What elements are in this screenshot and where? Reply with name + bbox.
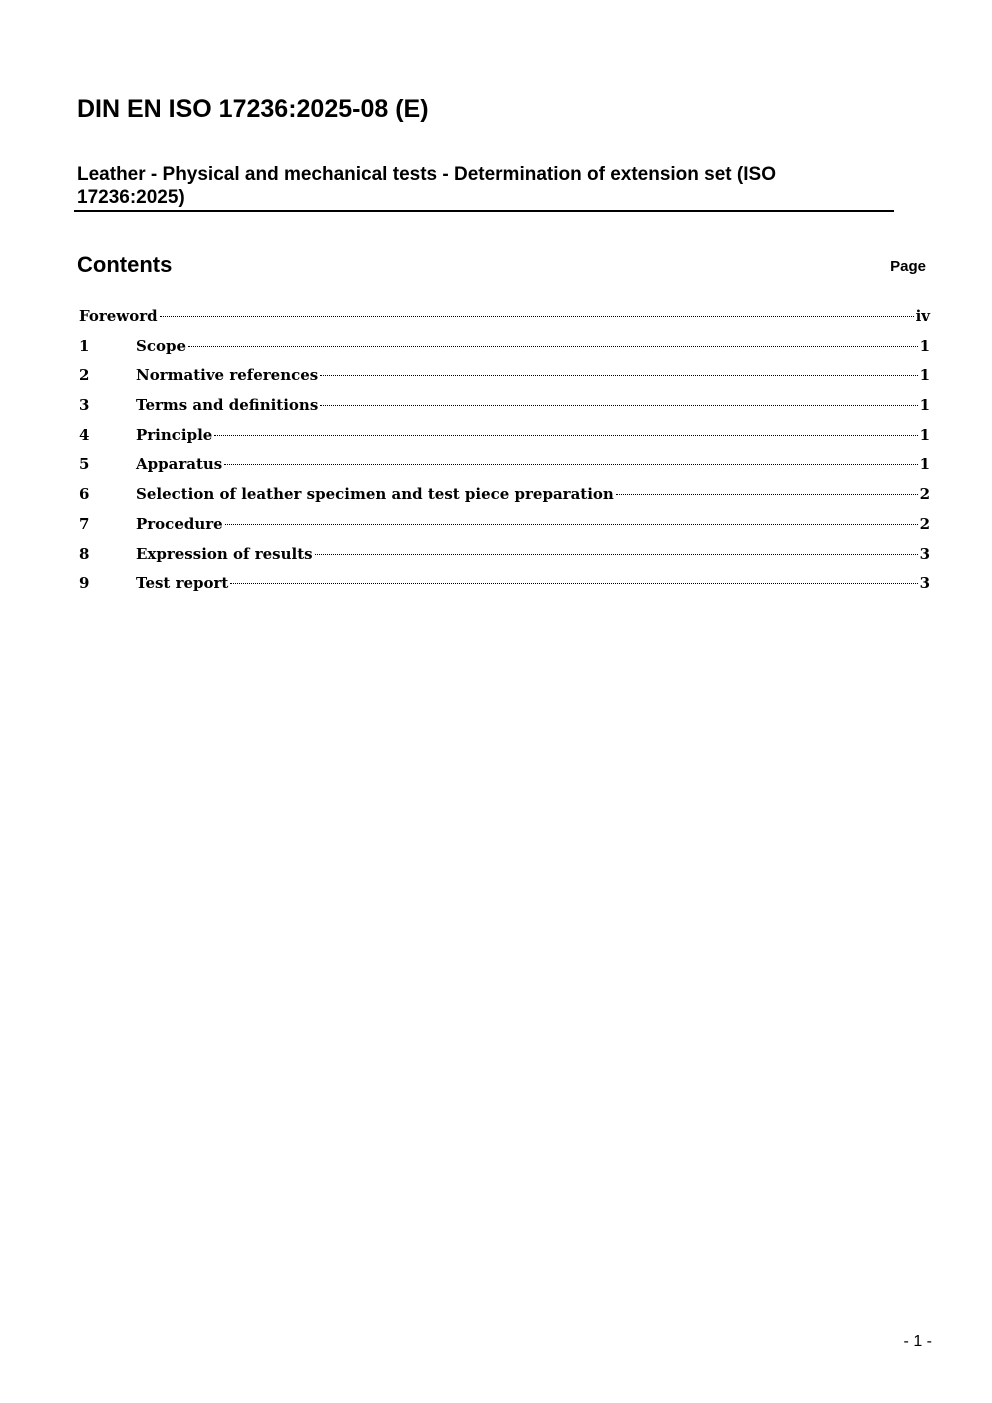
toc-entry-number: 5 bbox=[79, 455, 90, 474]
toc-entry-label: Selection of leather specimen and test piece preparation bbox=[136, 485, 614, 504]
document-title: DIN EN ISO 17236:2025-08 (E) bbox=[77, 95, 429, 123]
toc-entry-page: 3 bbox=[919, 544, 930, 563]
toc-leader-dots bbox=[160, 316, 914, 317]
toc-leader-dots bbox=[320, 375, 917, 376]
toc-entry-number: 7 bbox=[79, 514, 90, 533]
toc-entry-test-report[interactable] bbox=[79, 569, 930, 599]
toc-entry-number: 1 bbox=[79, 336, 90, 355]
toc-leader-dots bbox=[188, 346, 918, 347]
toc-entry-specimen-preparation[interactable] bbox=[79, 480, 930, 510]
toc-entry-label: Scope bbox=[136, 336, 187, 355]
toc-entry-number: 2 bbox=[79, 366, 90, 385]
toc-entry-label: Procedure bbox=[136, 514, 223, 533]
toc-leader-dots bbox=[320, 405, 917, 406]
toc-leader-dots bbox=[315, 554, 918, 555]
contents-heading: Contents bbox=[77, 252, 173, 277]
toc-leader-dots bbox=[230, 583, 917, 584]
toc-entry-page: iv bbox=[915, 307, 930, 325]
toc-entry-label: Terms and definitions bbox=[136, 396, 319, 415]
toc-entry-page: 2 bbox=[919, 514, 930, 533]
toc-entry-label: Apparatus bbox=[136, 455, 223, 474]
toc-entry-principle[interactable] bbox=[79, 421, 930, 451]
toc-entry-page: 1 bbox=[919, 425, 930, 444]
document-subtitle: Leather - Physical and mechanical tests - Determination of extension set (ISO 17236:2025) bbox=[77, 164, 776, 208]
toc-entry-terms-and-definitions[interactable] bbox=[79, 391, 930, 421]
toc-entry-label: Test report bbox=[136, 574, 229, 593]
toc-entry-normative-references[interactable] bbox=[79, 361, 930, 391]
toc-entry-label: Principle bbox=[136, 425, 213, 444]
toc-leader-dots bbox=[214, 435, 917, 436]
toc-entry-page: 1 bbox=[919, 455, 930, 474]
toc-entry-number: 6 bbox=[79, 485, 90, 504]
toc-leader-dots bbox=[224, 464, 917, 465]
toc-entry-label: Normative references bbox=[136, 366, 319, 385]
toc-entry-number: 9 bbox=[79, 574, 90, 593]
toc-entry-page: 1 bbox=[919, 336, 930, 355]
toc-entry-apparatus[interactable] bbox=[79, 450, 930, 480]
page-column-heading: Page bbox=[890, 258, 926, 275]
toc-leader-dots bbox=[225, 524, 918, 525]
table-of-contents bbox=[79, 302, 930, 599]
toc-entry-foreword[interactable] bbox=[79, 302, 930, 332]
toc-entry-page: 3 bbox=[919, 574, 930, 593]
toc-entry-number: 3 bbox=[79, 396, 90, 415]
toc-entry-procedure[interactable] bbox=[79, 510, 930, 540]
toc-entry-scope[interactable] bbox=[79, 332, 930, 362]
toc-entry-label: Expression of results bbox=[136, 544, 313, 563]
toc-entry-page: 1 bbox=[919, 366, 930, 385]
toc-entry-page: 2 bbox=[919, 485, 930, 504]
toc-entry-page: 1 bbox=[919, 396, 930, 415]
toc-entry-label: Foreword bbox=[79, 307, 158, 325]
toc-entry-expression-of-results[interactable] bbox=[79, 540, 930, 570]
toc-leader-dots bbox=[616, 494, 918, 495]
footer-page-number: - 1 - bbox=[903, 1333, 932, 1350]
toc-entry-number: 4 bbox=[79, 425, 90, 444]
toc-entry-number: 8 bbox=[79, 544, 90, 563]
subtitle-divider bbox=[74, 210, 894, 212]
